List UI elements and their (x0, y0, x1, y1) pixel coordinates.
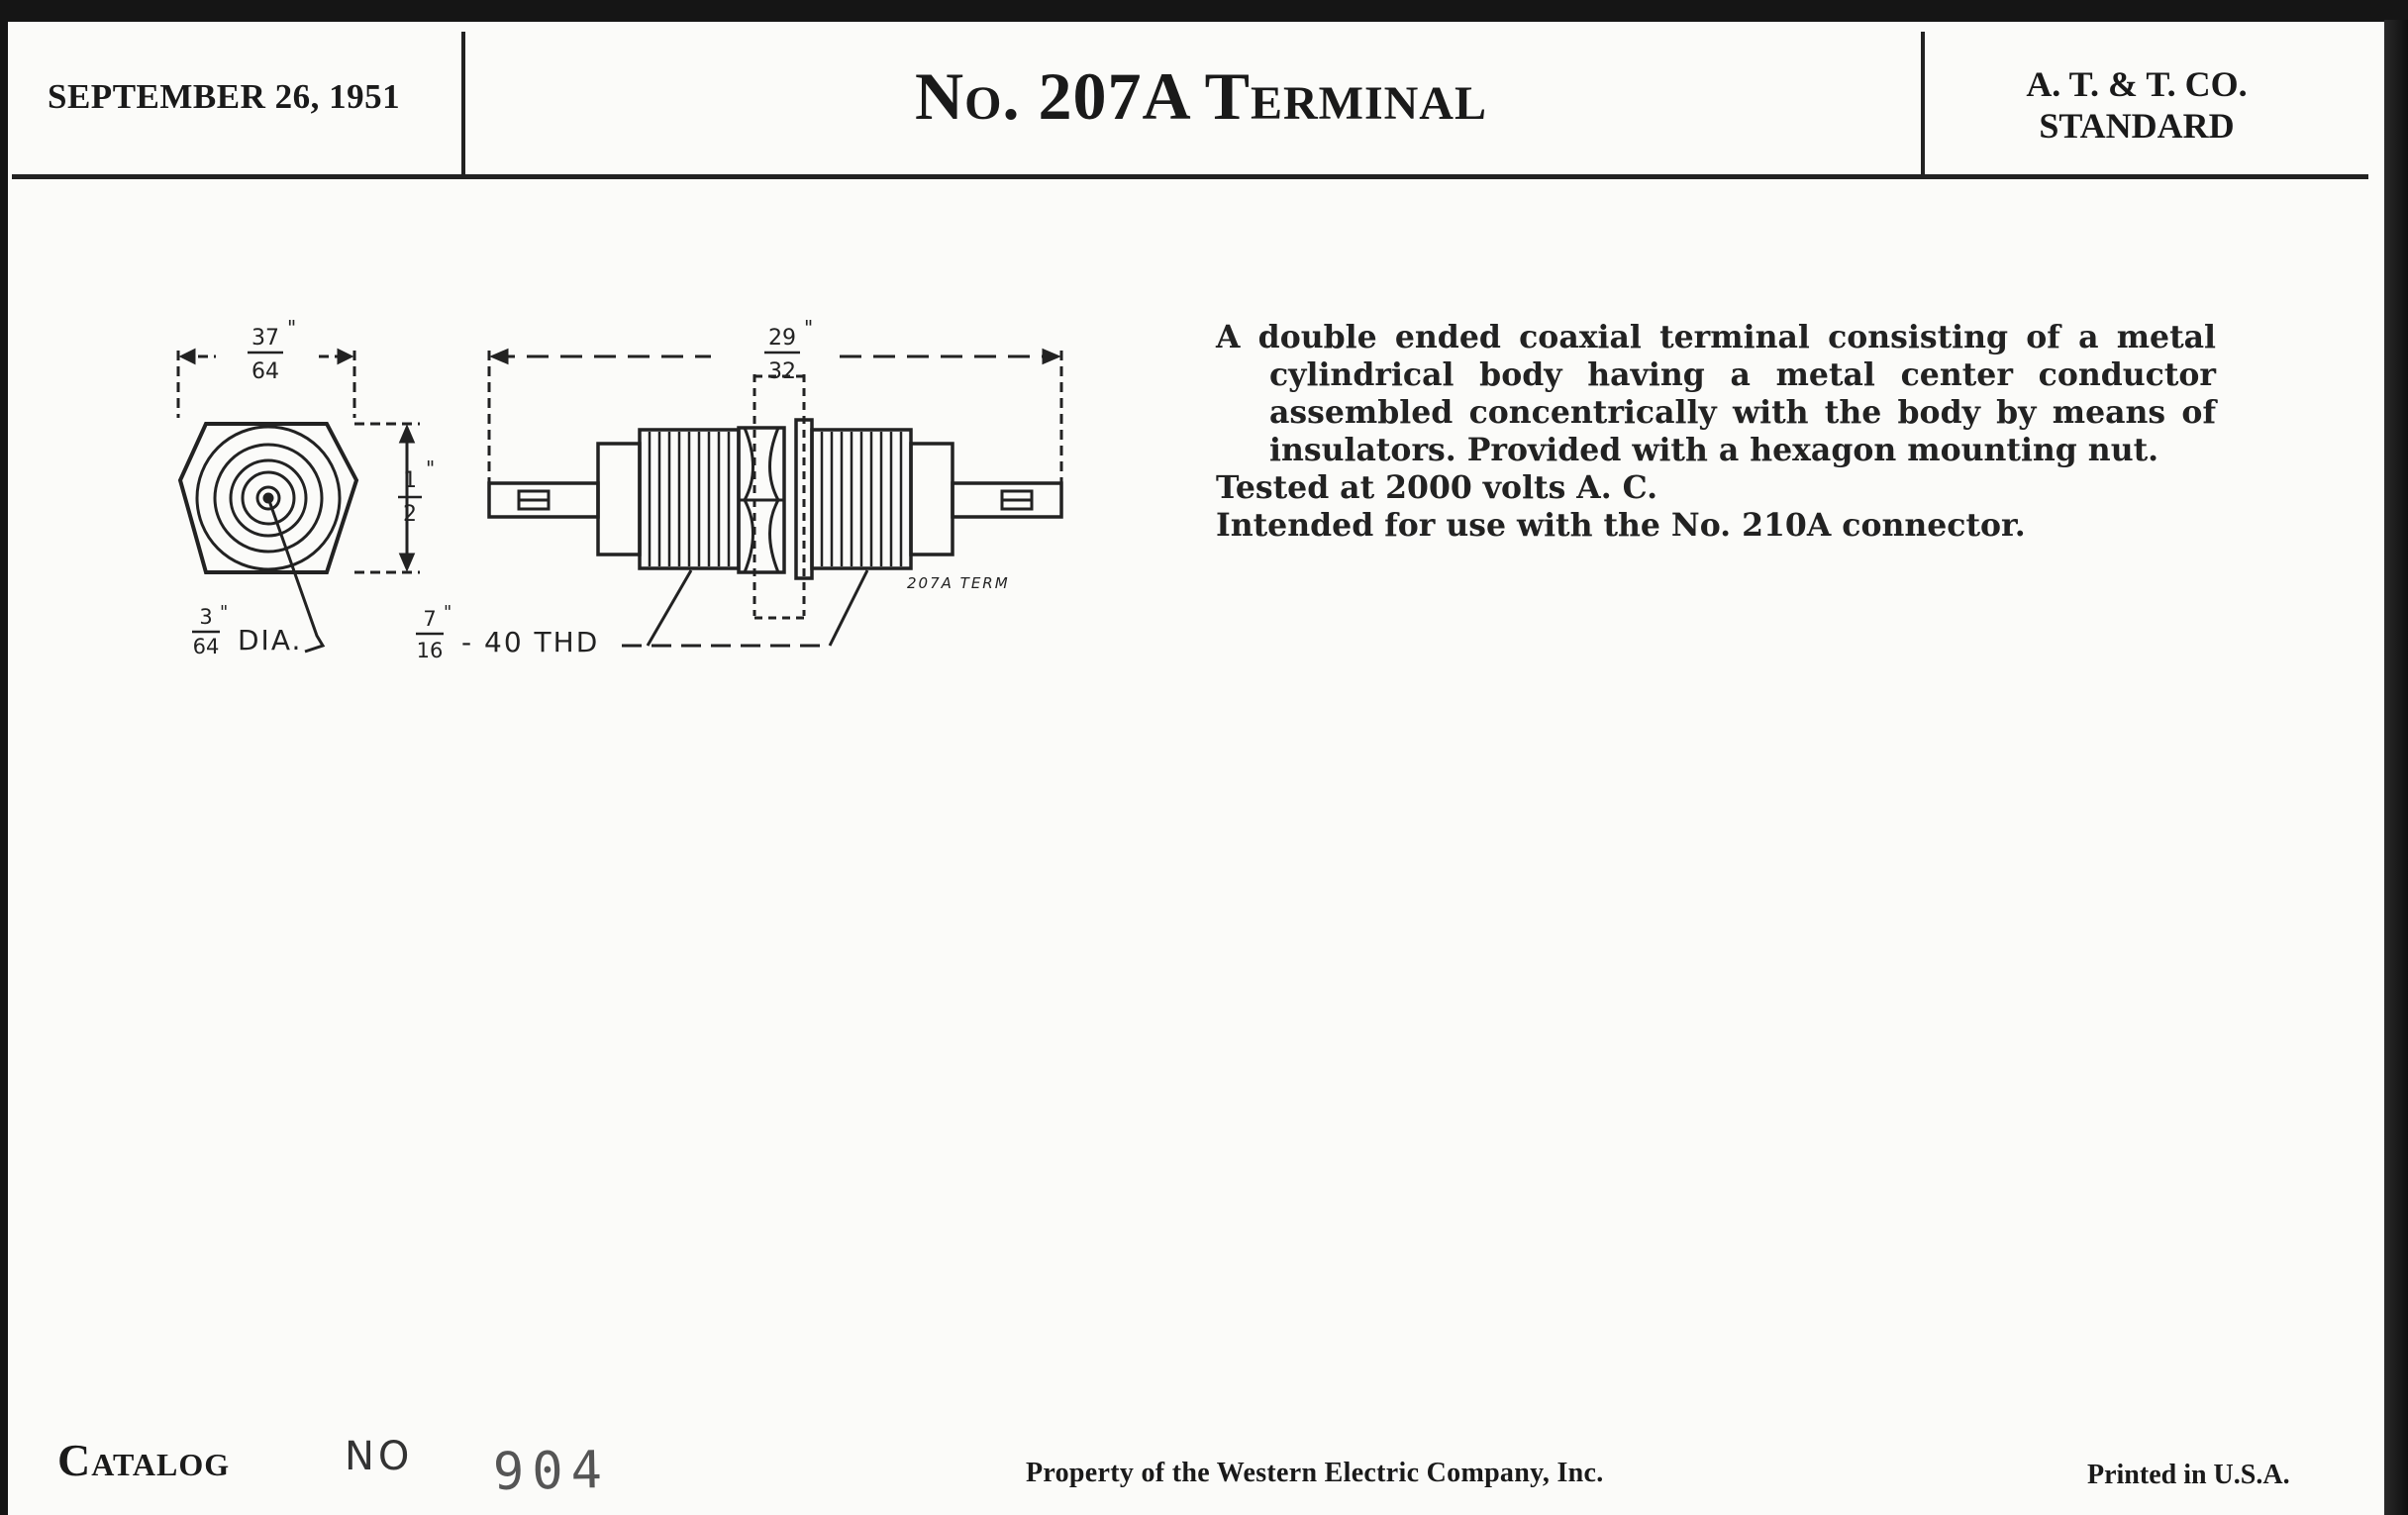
description-intended-use: Intended for use with the No. 210A connector. (1216, 507, 2026, 544)
dim-width-inch: " (287, 316, 297, 340)
terminal-drawing (156, 299, 1097, 695)
dim-height-num: 1 (403, 468, 417, 493)
dim-length-den: 32 (768, 359, 796, 384)
description (1216, 319, 2216, 545)
dim-length-num: 29 (768, 326, 796, 351)
header-standard (1939, 63, 2335, 147)
description-paragraph: A double ended coaxial terminal consisting of a metal cylindrical body having a metal center conductor assembled concentrically with the body by means of insulators. Provided with a hexagon mounting nut. (1216, 319, 2216, 468)
dim-height-den: 2 (403, 502, 417, 527)
header-date: SEPTEMBER 26, 1951 (48, 77, 401, 116)
description-test-voltage: Tested at 2000 volts A. C. (1216, 469, 1658, 506)
header (8, 22, 2372, 176)
header-rule (12, 174, 2368, 179)
page-title: No. 207A Terminal (915, 58, 1487, 134)
end-view (178, 316, 435, 658)
thread-den: 16 (416, 639, 444, 662)
catalog-label: Catalog (57, 1435, 231, 1485)
dim-length-inch: " (804, 316, 814, 340)
thread-inch: " (444, 602, 452, 623)
dim-width-den: 64 (251, 359, 279, 384)
dim-height-inch: " (426, 456, 436, 480)
dia-label: DIA. (238, 624, 303, 656)
catalog-card (8, 22, 2384, 1515)
catalog-no-label: NO (345, 1434, 414, 1479)
scan-edge (2384, 20, 2408, 1515)
dia-den: 64 (192, 635, 220, 658)
thread-label: - 40 THD (461, 626, 600, 658)
standard-line-2: STANDARD (2039, 106, 2235, 146)
thread-num: 7 (423, 607, 437, 631)
property-notice: Property of the Western Electric Company, Inc. (1026, 1458, 1604, 1488)
dia-inch: " (220, 602, 229, 623)
part-label: 207A TERM (907, 574, 1010, 592)
standard-line-1: A. T. & T. CO. (2026, 64, 2248, 104)
side-view (416, 316, 1061, 662)
catalog-number: 904 (492, 1440, 611, 1503)
dia-num: 3 (199, 605, 213, 629)
printed-notice: Printed in U.S.A. (2087, 1460, 2290, 1490)
dim-width-num: 37 (251, 326, 279, 351)
